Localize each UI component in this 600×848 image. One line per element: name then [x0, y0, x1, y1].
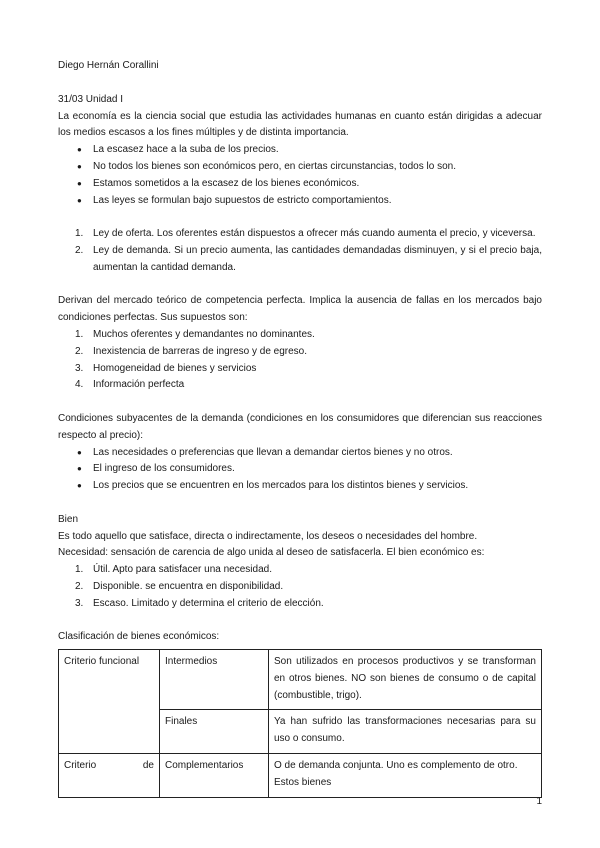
- list-item-text: Ley de oferta. Los oferentes están dispuestos a ofrecer más cuando aumenta el precio, y viceversa.: [93, 228, 536, 240]
- criterion-word: Criterio: [64, 760, 97, 772]
- table-cell-criterion: Criterio funcional: [59, 650, 160, 754]
- intro-paragraph: La economía es la ciencia social que estudia las actividades humanas en cuanto están dirigidas a adecuar los medios escasos a los fines múltiples y de distinta importancia.: [58, 110, 542, 139]
- list-item-text: Útil. Apto para satisfacer una necesidad.: [93, 564, 272, 576]
- list-item: [58, 377, 542, 394]
- table-cell-description: O de demanda conjunta. Uno es complemento de otro. Estos bienes: [269, 754, 542, 798]
- table-cell-type: Complementarios: [160, 754, 269, 798]
- list-item-text: Ley de demanda. Si un precio aumenta, las cantidades demandadas disminuyen, y si el precio baja, aumentan la cantidad demanda.: [93, 244, 542, 273]
- list-item-text: Escaso. Limitado y determina el criterio de elección.: [93, 597, 324, 609]
- bien-characteristics-list: [58, 562, 542, 612]
- list-item: ● No todos los bienes son económicos pero, en ciertas circunstancias, todos lo son.: [58, 159, 542, 176]
- list-item: ● Los precios que se encuentren en los mercados para los distintos bienes y servicios.: [58, 478, 542, 495]
- list-item: ● Las leyes se formulan bajo supuestos de estricto comportamientos.: [58, 193, 542, 210]
- assumptions-list: [58, 327, 542, 394]
- list-number: 2.: [75, 345, 84, 357]
- list-item-text: Homogeneidad de bienes y servicios: [93, 362, 257, 374]
- list-number: 2.: [75, 244, 84, 256]
- list-item-text: Inexistencia de barreras de ingreso y de egreso.: [93, 345, 308, 357]
- necesidad-definition: Necesidad: sensación de carencia de algo unida al deseo de satisfacerla. El bien económico es:: [58, 547, 485, 559]
- list-number: 1.: [75, 564, 84, 576]
- table-cell-description: [269, 650, 542, 710]
- conditions-paragraph: Condiciones subyacentes de la demanda (condiciones en los consumidores que diferencian sus reacciones respecto al precio):: [58, 412, 542, 441]
- bullet-list-conditions: [58, 445, 542, 495]
- list-item-text: Disponible. se encuentra en disponibilidad.: [93, 580, 284, 592]
- list-item: [58, 327, 542, 344]
- market-paragraph: Derivan del mercado teórico de competencia perfecta. Implica la ausencia de fallas en los mercados bajo condiciones perfectas. Sus supuestos son:: [58, 295, 542, 324]
- list-item: [58, 562, 542, 579]
- bullet-list-scarcity: [58, 142, 542, 209]
- bien-definition: Es todo aquello que satisface, directa o indirectamente, los deseos o necesidades del hombre.: [58, 530, 478, 542]
- list-number: 4.: [75, 379, 84, 391]
- list-item: [58, 243, 542, 277]
- list-item-text: Muchos oferentes y demandantes no dominantes.: [93, 328, 315, 340]
- list-item-text: Información perfecta: [93, 379, 185, 391]
- list-item: ● El ingreso de los consumidores.: [58, 461, 542, 478]
- table-caption: Clasificación de bienes económicos:: [58, 631, 220, 643]
- table-cell-text: Ya han sufrido las transformaciones necesarias para su uso o consumo.: [274, 716, 536, 745]
- list-number: 2.: [75, 580, 84, 592]
- laws-list: [58, 226, 542, 276]
- list-item: ● Las necesidades o preferencias que llevan a demandar ciertos bienes y no otros.: [58, 445, 542, 462]
- list-number: 3.: [75, 362, 84, 374]
- list-item: [58, 226, 542, 243]
- list-number: 1.: [75, 328, 84, 340]
- goods-classification-table: [58, 649, 542, 798]
- section-header: 31/03 Unidad I: [58, 93, 124, 105]
- list-number: 3.: [75, 597, 84, 609]
- list-item: [58, 361, 542, 378]
- list-item: [58, 579, 542, 596]
- list-item: [58, 344, 542, 361]
- list-item: ● Estamos sometidos a la escasez de los bienes económicos.: [58, 176, 542, 193]
- list-number: 1.: [75, 228, 84, 240]
- page-number: 1: [536, 796, 542, 807]
- table-cell-criterion: [59, 754, 160, 798]
- bien-title: Bien: [58, 513, 79, 525]
- table-cell-description: [269, 710, 542, 754]
- table-row: [59, 650, 542, 710]
- author-name: Diego Hernán Corallini: [58, 60, 159, 71]
- table-cell-type: Intermedios: [160, 650, 269, 710]
- table-cell-text: Son utilizados en procesos productivos y se transforman en otros bienes. NO son bienes de consumo o de capital (combustible, trigo).: [274, 656, 536, 701]
- list-item: [58, 596, 542, 613]
- list-item: ● La escasez hace a la suba de los precios.: [58, 142, 542, 159]
- table-row: [59, 754, 542, 798]
- criterion-word: de: [142, 760, 154, 772]
- table-cell-type: Finales: [160, 710, 269, 754]
- page-content: [58, 58, 542, 798]
